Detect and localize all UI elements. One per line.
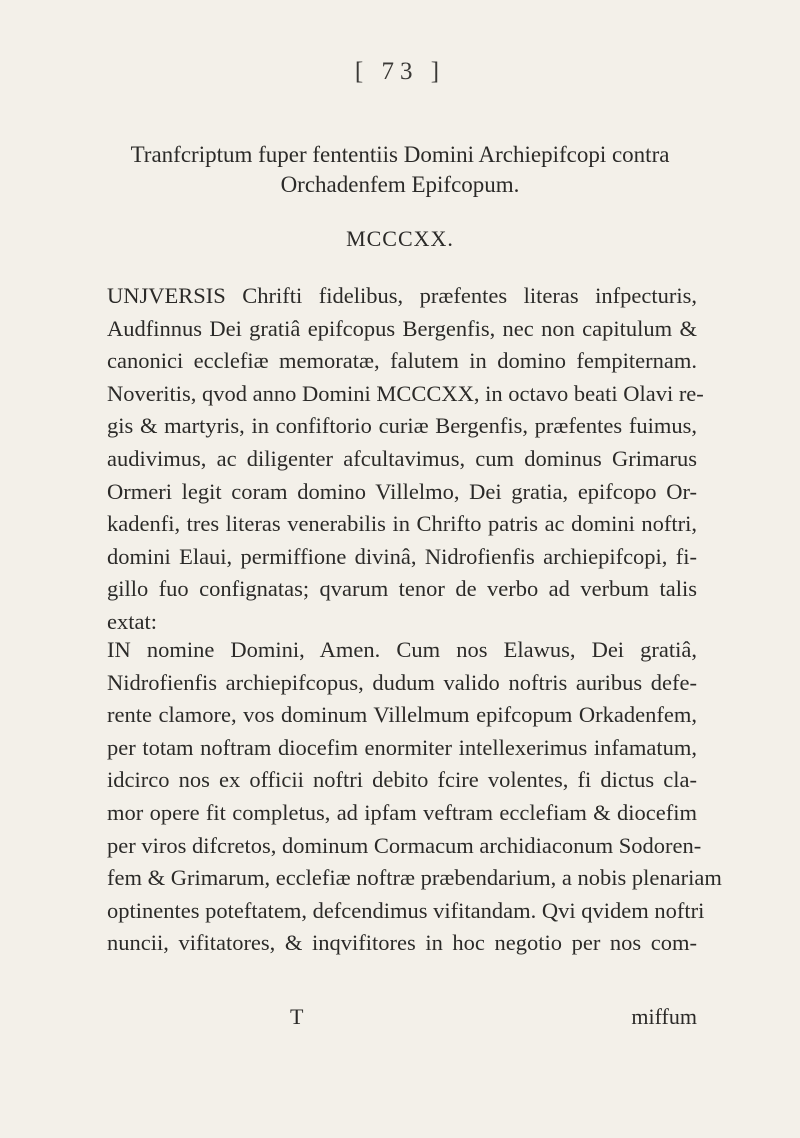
text-line: Nidrofienfis archiepifcopus, dudum valido noftris auribus defe-: [107, 669, 697, 695]
catchword: miffum: [631, 1004, 697, 1029]
paragraph-letter: [107, 634, 722, 960]
text-line: gillo fuo confignatas; qvarum tenor de verbo ad verbum talis: [107, 576, 697, 602]
text-line: gis & martyris, in confiftorio curiæ Bergenfis, præfentes fuimus,: [107, 413, 697, 439]
signature-mark: T: [290, 1004, 304, 1029]
text-line: per viros difcretos, dominum Cormacum archidiaconum Sodoren-: [107, 832, 702, 858]
document-heading-line-1: Tranfcriptum fuper fententiis Domini Archiepifcopi contra: [130, 142, 670, 167]
text-line: UNJVERSIS Chrifti fidelibus, præfentes literas infpecturis,: [107, 283, 697, 308]
text-line: Audfinnus Dei gratiâ epifcopus Bergenfis, nec non capitulum &: [107, 315, 697, 341]
text-line: Ormeri legit coram domino Villelmo, Dei gratia, epifcopo Or-: [107, 478, 697, 504]
text-line: fem & Grimarum, ecclefiæ noftræ præbendarium, a nobis plenariam: [107, 865, 722, 891]
text-line: kadenfi, tres literas venerabilis in Chrifto patris ac domini noftri,: [107, 511, 697, 537]
page-footer: [107, 1001, 697, 1033]
text-line: canonici ecclefiæ memoratæ, falutem in domino fempiternam.: [107, 348, 697, 374]
text-line: mor opere fit completus, ad ipfam veftram ecclefiam & diocefim: [107, 799, 697, 825]
document-heading-line-2: Orchadenfem Epifcopum.: [280, 172, 520, 197]
text-line: Noveritis, qvod anno Domini MCCCXX, in octavo beati Olavi re-: [107, 380, 704, 406]
text-line: nuncii, vifitatores, & inqvifitores in hoc negotio per nos com-: [107, 930, 697, 956]
paragraph-preamble: [107, 280, 704, 639]
document-year: MCCCXX.: [346, 226, 454, 251]
text-line: idcirco nos ex officii noftri debito fcire volentes, fi dictus cla-: [107, 767, 697, 793]
text-line: IN nomine Domini, Amen. Cum nos Elawus, Dei gratiâ,: [107, 637, 697, 662]
page-number: [ 73 ]: [354, 58, 446, 85]
text-line: extat:: [107, 608, 157, 634]
text-line: per totam noftram diocefim enormiter intellexerimus infamatum,: [107, 734, 697, 760]
text-line: audivimus, ac diligenter afcultavimus, cum dominus Grimarus: [107, 445, 697, 471]
text-line: optinentes poteftatem, defcendimus vifitandam. Qvi qvidem noftri: [107, 897, 705, 923]
text-line: domini Elaui, permiffione divinâ, Nidrofienfis archiepifcopi, fi-: [107, 543, 697, 569]
text-line: rente clamore, vos dominum Villelmum epifcopum Orkadenfem,: [107, 702, 697, 728]
